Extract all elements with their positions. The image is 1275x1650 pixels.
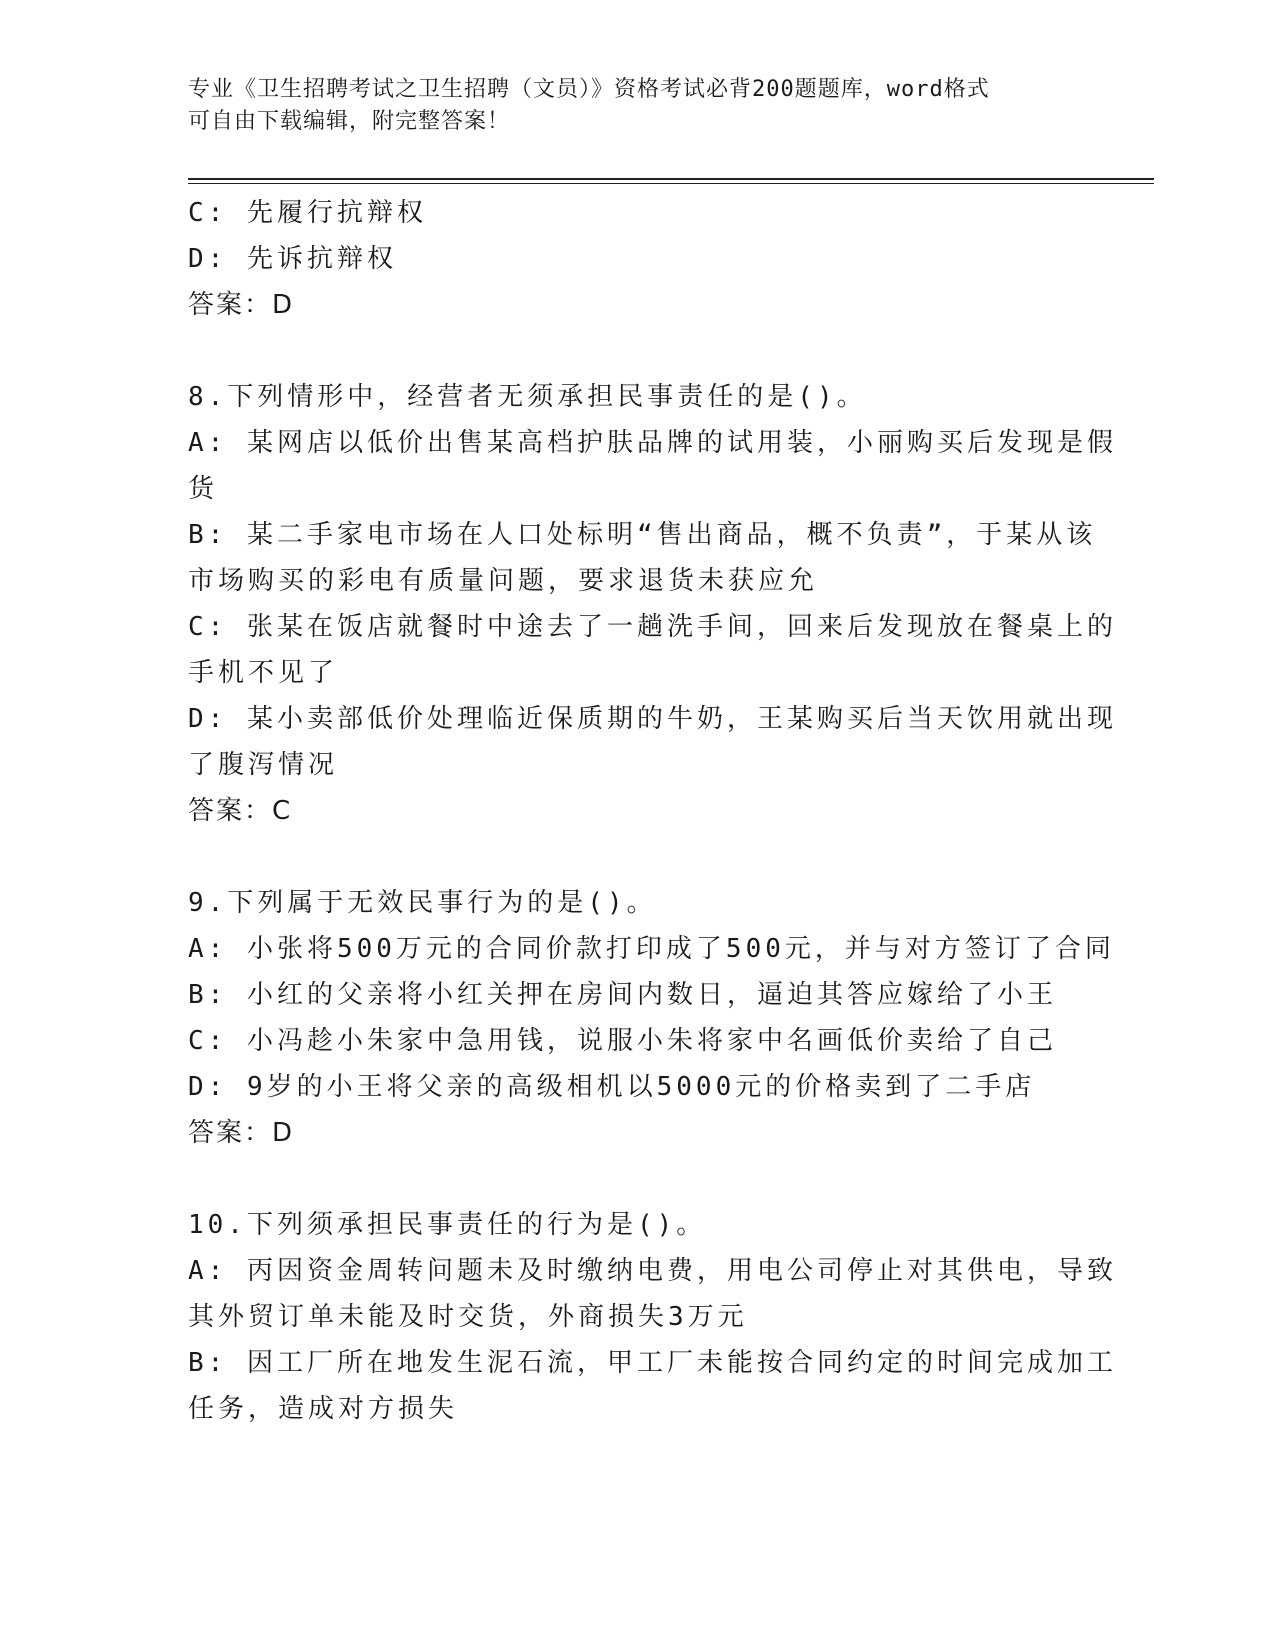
option-c: C: 先履行抗辩权: [188, 198, 427, 228]
question-8-option-d-cont: 了腹泻情况: [188, 750, 339, 780]
question-8-option-d: D: 某小卖部低价处理临近保质期的牛奶，王某购买后当天饮用就出现: [188, 704, 1117, 734]
question-8-option-c-cont: 手机不见了: [188, 658, 339, 688]
question-8-title: 8.下列情形中，经营者无须承担民事责任的是()。: [188, 382, 867, 412]
spacer: [188, 1156, 1088, 1202]
question-10-option-b-cont: 任务，造成对方损失: [188, 1394, 459, 1424]
question-9-answer: 答案：D: [188, 1118, 295, 1148]
question-8-option-b-cont: 市场购买的彩电有质量问题，要求退货未获应允: [188, 566, 819, 596]
header-title-line-2: 可自由下载编辑，附完整答案！: [188, 109, 511, 134]
question-8-option-a: A: 某网店以低价出售某高档护肤品牌的试用装，小丽购买后发现是假: [188, 428, 1117, 458]
question-8-answer: 答案：C: [188, 796, 293, 826]
spacer: [188, 834, 1088, 880]
header-title-line-1: 专业《卫生招聘考试之卫生招聘（文员）》资格考试必背200题题库，word格式: [188, 77, 990, 102]
header-divider-thin: [188, 183, 1154, 184]
answer-line: 答案：D: [188, 290, 295, 320]
question-9-option-b: B: 小红的父亲将小红关押在房间内数日，逼迫其答应嫁给了小王: [188, 980, 1057, 1010]
question-9-option-c: C: 小冯趁小朱家中急用钱，说服小朱将家中名画低价卖给了自己: [188, 1026, 1057, 1056]
document-body: [188, 190, 1117, 1432]
question-10-option-a: A: 丙因资金周转问题未及时缴纳电费，用电公司停止对其供电，导致: [188, 1256, 1117, 1286]
document-header: [188, 74, 1068, 138]
header-divider-thick: [188, 178, 1154, 180]
question-10-title: 10.下列须承担民事责任的行为是()。: [188, 1210, 707, 1240]
question-8-option-c: C: 张某在饭店就餐时中途去了一趟洗手间，回来后发现放在餐桌上的: [188, 612, 1117, 642]
question-10-option-a-cont: 其外贸订单未能及时交货，外商损失3万元: [188, 1302, 748, 1332]
question-8-option-a-cont: 货: [188, 474, 219, 504]
option-d: D: 先诉抗辩权: [188, 244, 397, 274]
question-9-title: 9.下列属于无效民事行为的是()。: [188, 888, 657, 918]
question-9-option-a: A: 小张将500万元的合同价款打印成了500元，并与对方签订了合同: [188, 934, 1115, 964]
spacer: [188, 328, 1088, 374]
question-10-option-b: B: 因工厂所在地发生泥石流，甲工厂未能按合同约定的时间完成加工: [188, 1348, 1117, 1378]
question-8-option-b: B: 某二手家电市场在人口处标明“售出商品，概不负责”，于某从该: [188, 520, 1097, 550]
question-9-option-d: D: 9岁的小王将父亲的高级相机以5000元的价格卖到了二手店: [188, 1072, 1036, 1102]
